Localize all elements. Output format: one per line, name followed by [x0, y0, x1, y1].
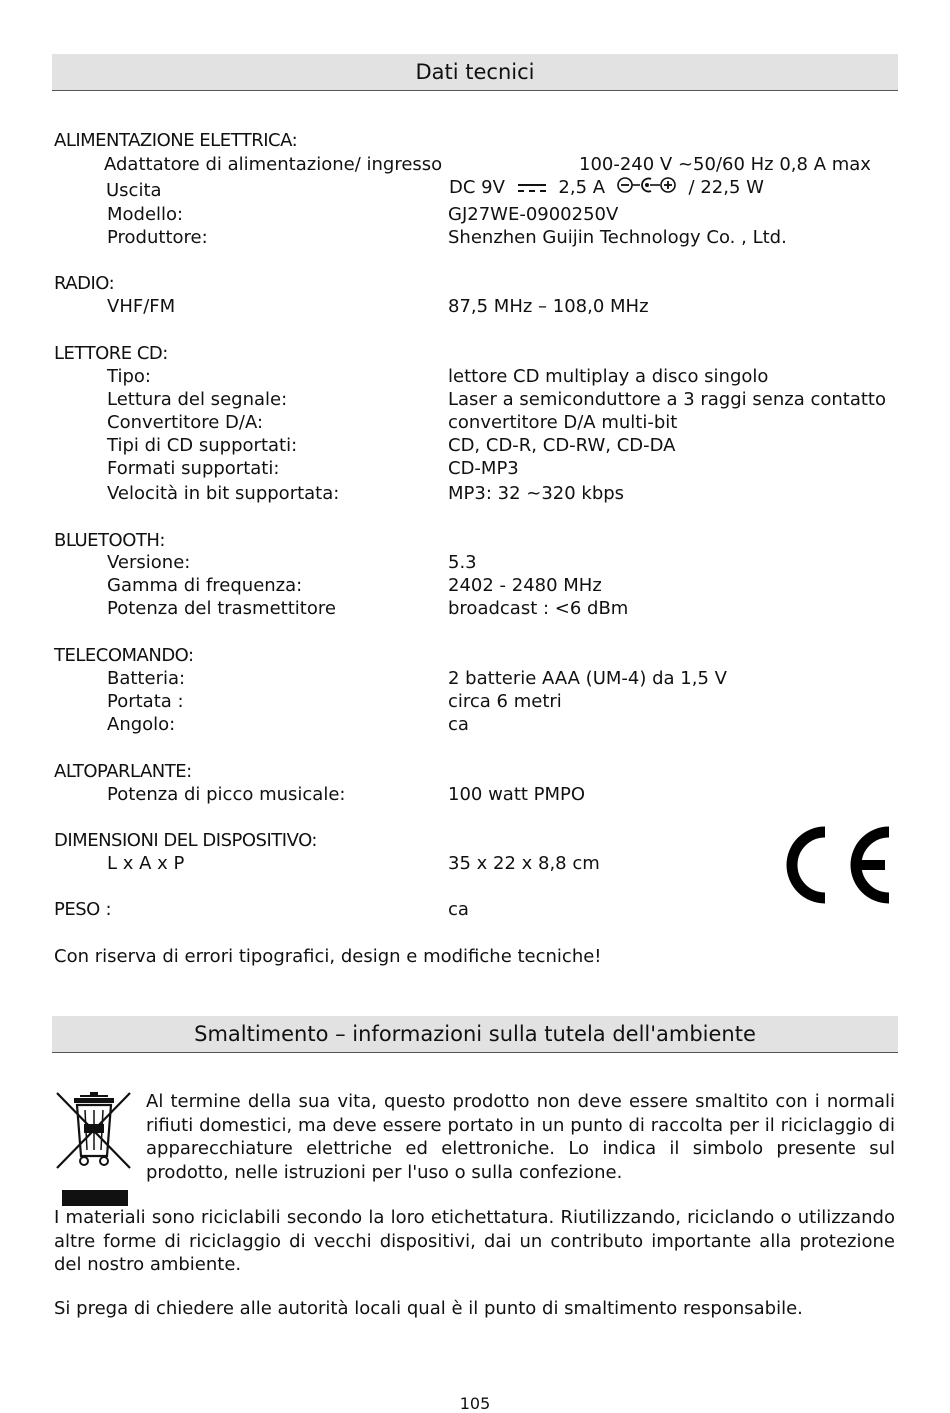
- cd-row-value: Laser a semiconduttore a 3 raggi senza contatto: [448, 389, 886, 410]
- weight-colon: :: [99, 899, 112, 920]
- bt-row-value: broadcast : <6 dBm: [448, 598, 629, 619]
- bt-row-label: Versione:: [107, 552, 191, 573]
- disposal-paragraph-3: Si prega di chiedere alle autorità locali qual è il punto di smaltimento responsabile.: [54, 1298, 803, 1319]
- speaker-value: 100 watt PMPO: [448, 784, 586, 805]
- section-title-technical: Dati tecnici: [52, 54, 898, 91]
- adapter-value: 100-240 V ~50/60 Hz 0,8 A max: [579, 154, 871, 175]
- remote-row-label: Batteria:: [107, 668, 186, 689]
- heading-dimensions: DIMENSIONI DEL DISPOSITIVO:: [54, 830, 317, 851]
- heading-power: ALIMENTAZIONE ELETTRICA:: [54, 130, 298, 151]
- remote-row-value: 2 batterie AAA (UM-4) da 1,5 V: [448, 668, 727, 689]
- cd-row-label: Tipi di CD supportati:: [107, 435, 298, 456]
- disposal-paragraph-2: I materiali sono riciclabili secondo la loro etichettatura. Riutilizzando, riciclando o utilizzando altre forme di riciclaggio di vecchi dispositivi, dai un contributo importante alla protezione del nostro ambiente.: [54, 1207, 895, 1275]
- cd-row-label: Tipo:: [107, 366, 151, 387]
- bt-row-label: Gamma di frequenza:: [107, 575, 303, 596]
- remote-row-label: Angolo:: [107, 714, 176, 735]
- heading-bluetooth: BLUETOOTH:: [54, 530, 165, 551]
- remote-row-label: Portata :: [107, 691, 184, 712]
- ce-mark-icon: [775, 822, 895, 908]
- maker-label: Produttore:: [107, 227, 208, 248]
- maker-value: Shenzhen Guijin Technology Co. , Ltd.: [448, 227, 787, 248]
- dimensions-value: 35 x 22 x 8,8 cm: [448, 853, 600, 874]
- radio-band-value: 87,5 MHz – 108,0 MHz: [448, 296, 649, 317]
- output-power: / 22,5 W: [688, 177, 764, 198]
- bt-row-label: Potenza del trasmettitore: [107, 598, 336, 619]
- model-label: Modello:: [107, 204, 184, 225]
- heading-remote: TELECOMANDO:: [54, 645, 194, 666]
- weight-value: ca: [448, 899, 469, 920]
- remote-row-value: ca: [448, 714, 469, 735]
- bt-row-value: 5.3: [448, 552, 477, 573]
- radio-band-label: VHF/FM: [107, 296, 176, 317]
- dc-polarity-icon: [617, 176, 677, 200]
- cd-row-label: Convertitore D/A:: [107, 412, 264, 433]
- cd-row-value: CD-MP3: [448, 458, 519, 479]
- cd-row-value: convertitore D/A multi-bit: [448, 412, 678, 433]
- heading-speaker: ALTOPARLANTE:: [54, 761, 192, 782]
- speaker-label: Potenza di picco musicale:: [107, 784, 346, 805]
- disposal-paragraph-1: Al termine della sua vita, questo prodotto non deve essere smaltito con i normali rifiuti domestici, ma deve essere portato in un punto di raccolta per il riciclaggio di apparecchiature elettriche ed elettroniche. Lo indica il simbolo presente sul prodotto, nelle istruzioni per l'uso o sulla confezione.: [146, 1091, 895, 1183]
- output-current: 2,5 A: [558, 177, 606, 198]
- bt-row-value: 2402 - 2480 MHz: [448, 575, 602, 596]
- cd-row-label: Lettura del segnale:: [107, 389, 288, 410]
- cd-row-value: MP3: 32 ~320 kbps: [448, 483, 625, 504]
- adapter-label: Adattatore di alimentazione/ ingresso: [104, 154, 443, 175]
- cd-row-label: Formati supportati:: [107, 458, 280, 479]
- model-value: GJ27WE-0900250V: [448, 204, 619, 225]
- heading-weight: PESO: [54, 899, 100, 920]
- disclaimer: Con riserva di errori tipografici, design e modifiche tecniche!: [54, 946, 602, 967]
- page-number: 105: [459, 1394, 491, 1413]
- section-title-disposal: Smaltimento – informazioni sulla tutela dell'ambiente: [52, 1016, 898, 1053]
- heading-cd: LETTORE CD:: [54, 343, 168, 364]
- dimensions-label: L x A x P: [107, 853, 185, 874]
- output-voltage: DC 9V: [449, 177, 505, 198]
- cd-row-value: CD, CD-R, CD-RW, CD-DA: [448, 435, 676, 456]
- dc-symbol-icon: [517, 177, 547, 200]
- cd-row-value: lettore CD multiplay a disco singolo: [448, 366, 769, 387]
- remote-row-value: circa 6 metri: [448, 691, 562, 712]
- crossed-bin-icon: [54, 1090, 134, 1210]
- output-label: Uscita: [106, 180, 162, 201]
- weight-label: [54, 898, 112, 921]
- cd-row-label: Velocità in bit supportata:: [107, 483, 340, 504]
- heading-radio: RADIO:: [54, 273, 115, 294]
- output-value: [449, 176, 764, 200]
